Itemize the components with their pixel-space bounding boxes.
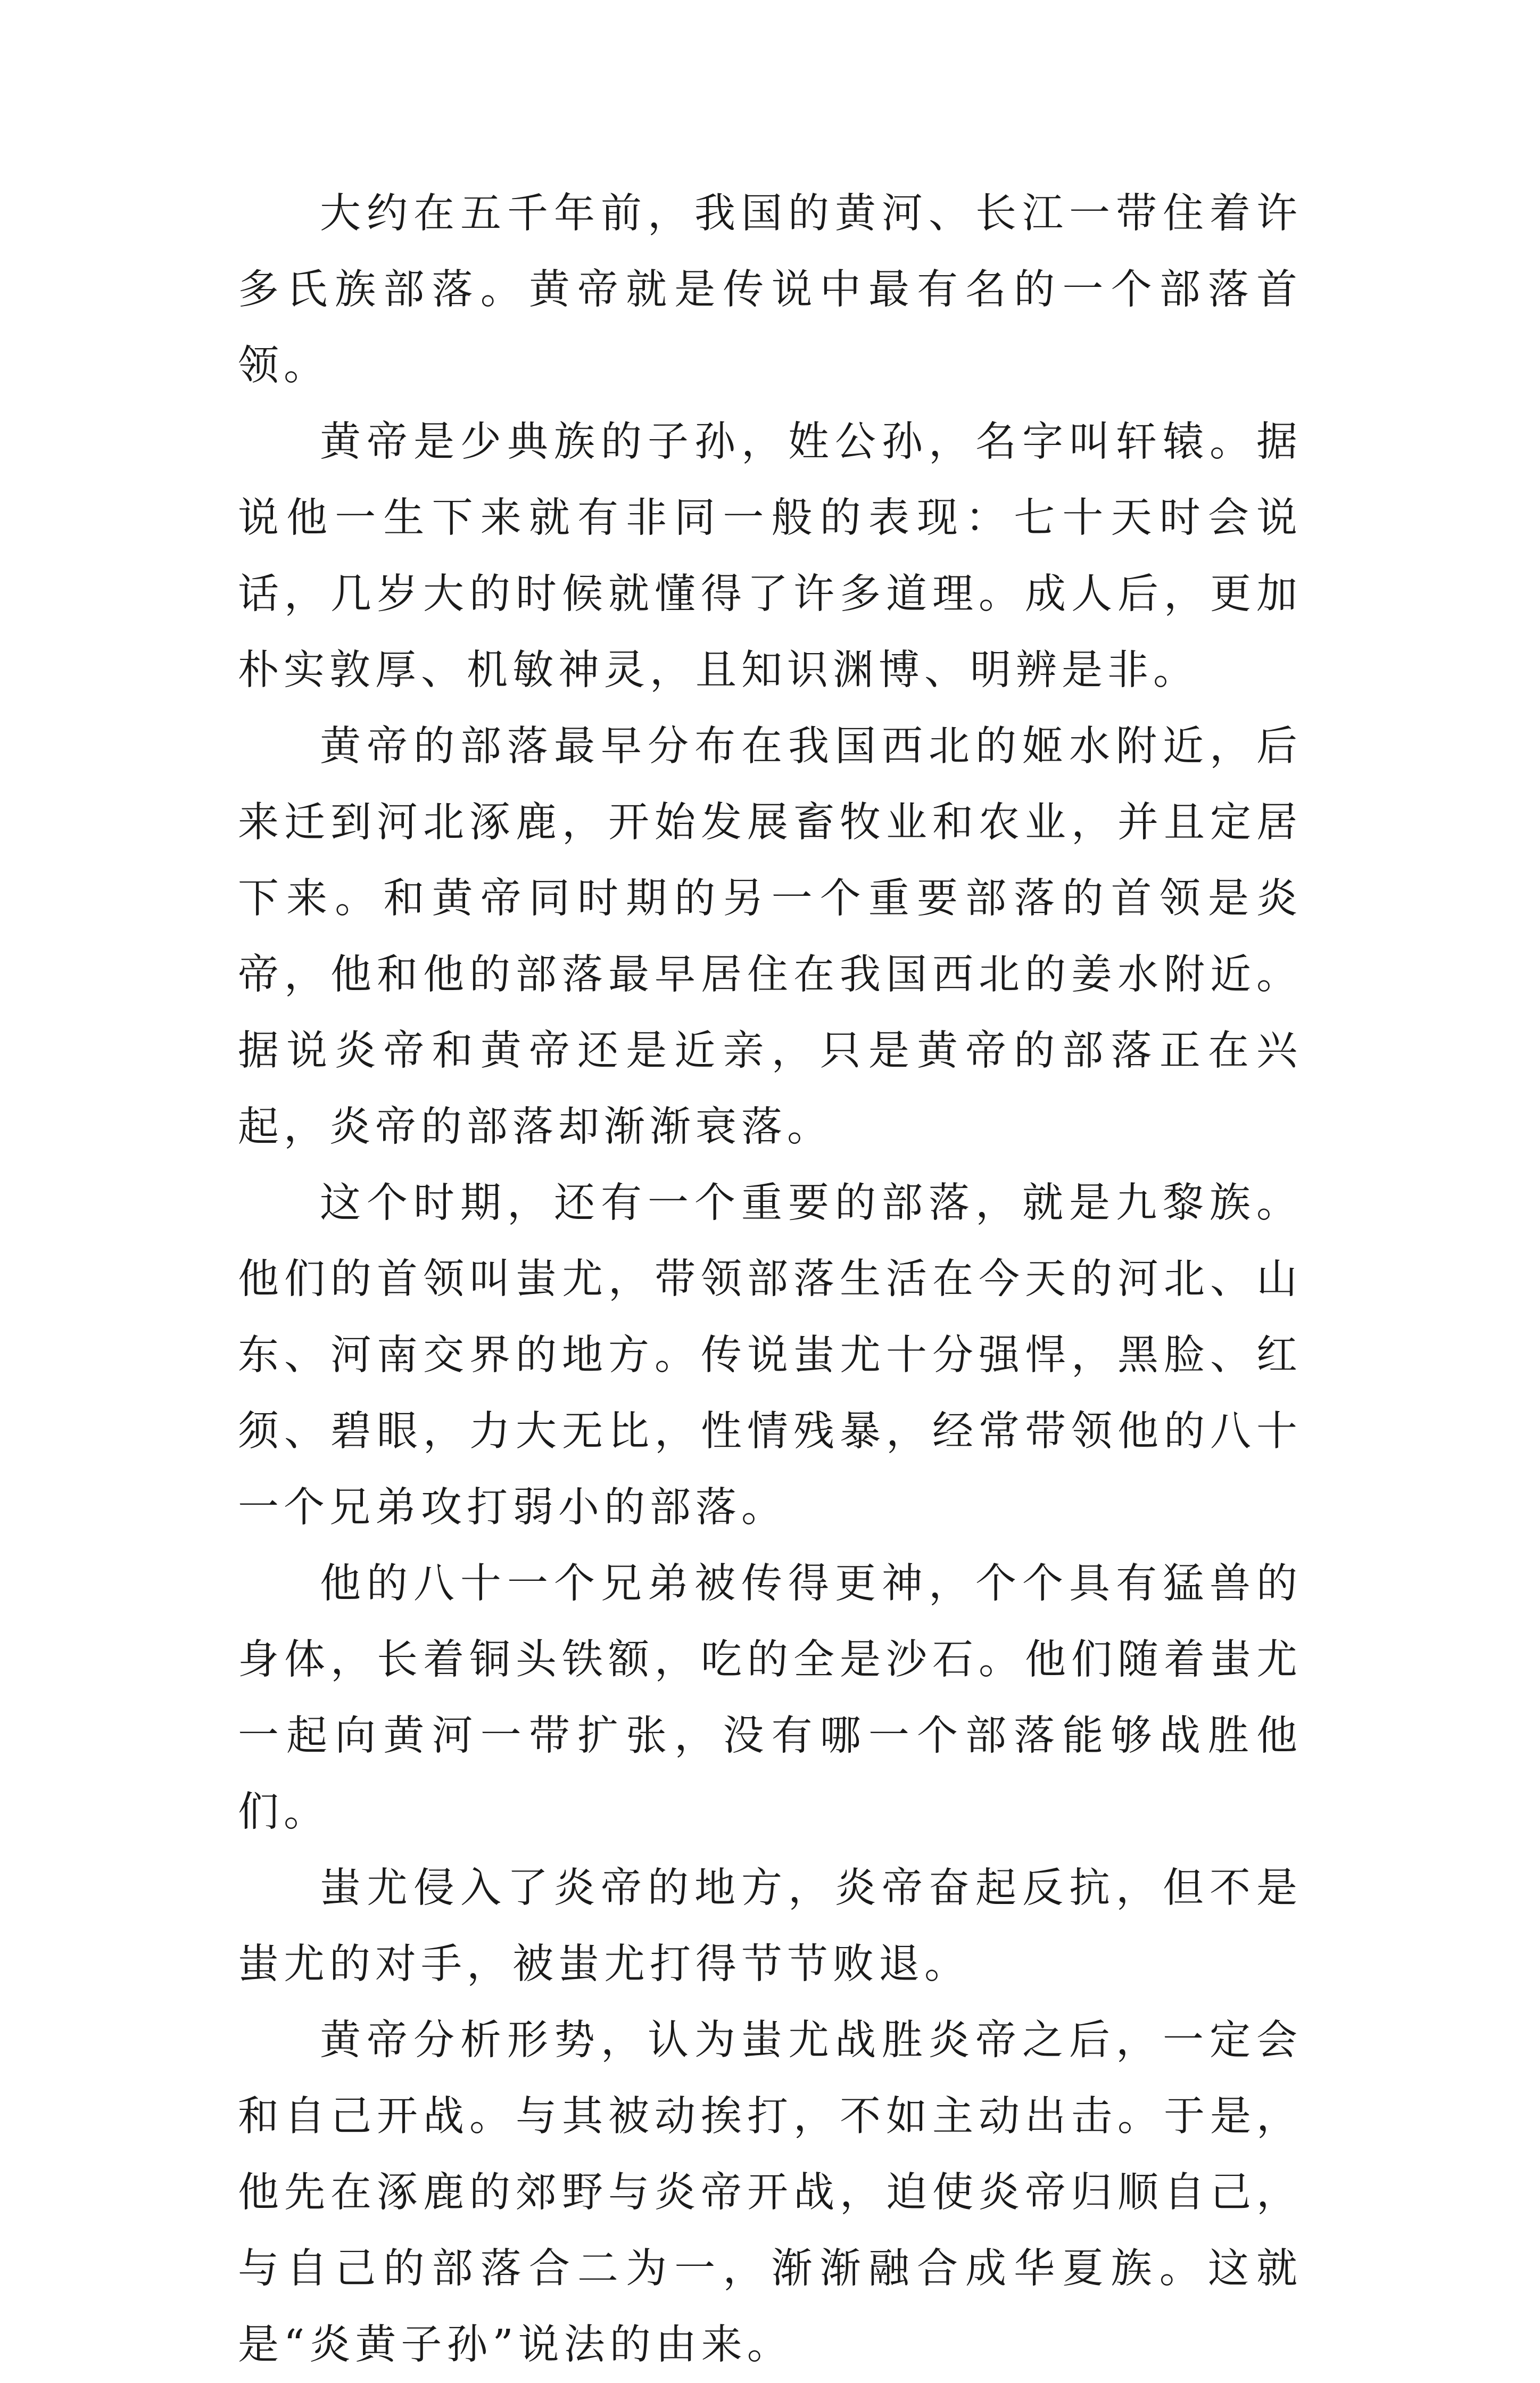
paragraph-4: 这个时期，还有一个重要的部落，就是九黎族。他们的首领叫蚩尤，带领部落生活在今天的河北、山东、河南交界的地方。传说蚩尤十分强悍，黑脸、红须、碧眼，力大无比，性情残暴，经常带领他的八十一个兄弟攻打弱小的部落。 [238, 1180, 1302, 1531]
paragraph-6: 蚩尤侵入了炎帝的地方，炎帝奋起反抗，但不是蚩尤的对手，被蚩尤打得节节败退。 [238, 1865, 1302, 1988]
paragraph-1: 大约在五千年前，我国的黄河、长江一带住着许多氏族部落。黄帝就是传说中最有名的一个部落首领。 [238, 190, 1302, 390]
paragraph-5: 他的八十一个兄弟被传得更神，个个具有猛兽的身体，长着铜头铁额，吃的全是沙石。他们随着蚩尤一起向黄河一带扩张，没有哪一个部落能够战胜他们。 [238, 1560, 1302, 1836]
paragraph-3: 黄帝的部落最早分布在我国西北的姬水附近，后来迁到河北涿鹿，开始发展畜牧业和农业，并且定居下来。和黄帝同时期的另一个重要部落的首领是炎帝，他和他的部落最早居住在我国西北的姜水附近。据说炎帝和黄帝还是近亲，只是黄帝的部落正在兴起，炎帝的部落却渐渐衰落。 [238, 723, 1302, 1151]
body-text [238, 176, 1302, 2383]
paragraph-7: 黄帝分析形势，认为蚩尤战胜炎帝之后，一定会和自己开战。与其被动挨打，不如主动出击。于是，他先在涿鹿的郊野与炎帝开战，迫使炎帝归顺自己，与自己的部落合二为一，渐渐融合成华夏族。这就是“炎黄子孙”说法的由来。 [238, 2017, 1302, 2369]
paragraph-2: 黄帝是少典族的子孙，姓公孙，名字叫轩辕。据说他一生下来就有非同一般的表现：七十天时会说话，几岁大的时候就懂得了许多道理。成人后，更加朴实敦厚、机敏神灵，且知识渊博、明辨是非。 [238, 418, 1302, 694]
